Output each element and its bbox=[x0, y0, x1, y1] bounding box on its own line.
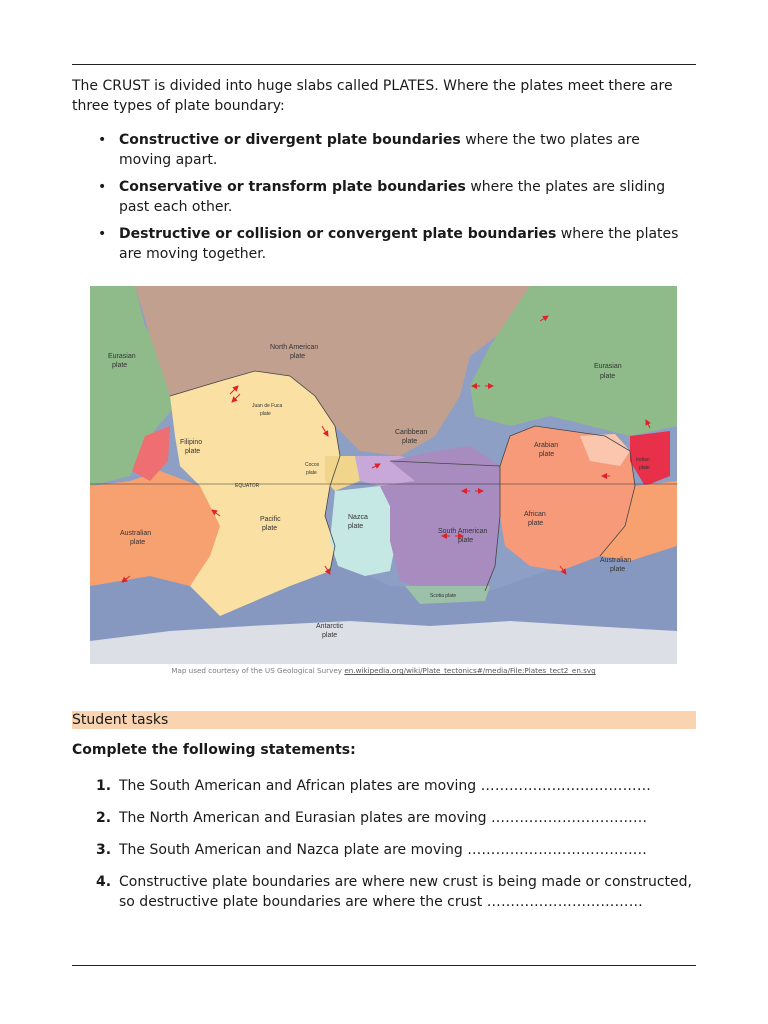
label-australian-west-2: plate bbox=[130, 539, 146, 546]
label-caribbean: Caribbean bbox=[395, 429, 428, 436]
label-pacific-2: plate bbox=[262, 525, 278, 532]
label-indian-2: plate bbox=[639, 465, 650, 471]
boundary-list bbox=[72, 131, 696, 272]
question-list bbox=[72, 776, 696, 924]
label-arabian-2: plate bbox=[539, 451, 555, 458]
question-item bbox=[72, 872, 696, 912]
label-juan-de-fuca: Juan de Fuca bbox=[252, 403, 283, 409]
label-equator: EQUATOR bbox=[235, 483, 260, 489]
list-item bbox=[72, 131, 696, 170]
label-nazca: Nazca bbox=[348, 514, 368, 521]
bullet-icon: • bbox=[98, 179, 107, 195]
top-rule bbox=[72, 64, 696, 65]
label-north-american: North American bbox=[270, 344, 319, 351]
label-juan-de-fuca-2: plate bbox=[260, 411, 271, 417]
plate-map-svg bbox=[90, 286, 677, 664]
bullet-icon: • bbox=[98, 132, 107, 148]
map-caption bbox=[90, 666, 677, 675]
label-australian-west: Australian bbox=[120, 530, 152, 537]
question-item bbox=[72, 808, 696, 828]
label-eurasian-east-2: plate bbox=[600, 373, 616, 380]
question-item bbox=[72, 776, 696, 796]
label-australian-east: Australian bbox=[600, 557, 632, 564]
answer-blank[interactable]: ……………………………… bbox=[480, 778, 652, 794]
bullet-icon: • bbox=[98, 226, 107, 242]
bullet-bold: Constructive or divergent plate boundaries bbox=[119, 132, 461, 148]
bullet-text: where the two plates are moving apart. bbox=[119, 132, 640, 168]
label-scotia: Scotia plate bbox=[430, 593, 457, 599]
australian-plate-west bbox=[90, 471, 220, 586]
bullet-bold: Conservative or transform plate boundaries bbox=[119, 179, 466, 195]
caption-text: Map used courtesy of the US Geological Survey bbox=[171, 666, 345, 675]
nazca-plate bbox=[330, 486, 395, 576]
answer-blank[interactable]: …………………………… bbox=[490, 810, 648, 826]
label-antarctic: Antarctic bbox=[316, 623, 344, 630]
list-item bbox=[72, 225, 696, 264]
label-eurasian-west-2: plate bbox=[112, 362, 128, 369]
answer-blank[interactable]: …………………………… bbox=[486, 894, 643, 910]
question-number: 1. bbox=[96, 778, 112, 794]
label-caribbean-2: plate bbox=[402, 438, 418, 445]
label-filipino: Filipino bbox=[180, 439, 203, 446]
caption-link[interactable]: en.wikipedia.org/wiki/Plate_tectonics#/media/File:Plates_tect2_en.svg bbox=[344, 666, 596, 675]
label-eurasian-east: Eurasian bbox=[594, 363, 622, 370]
label-pacific: Pacific bbox=[260, 516, 281, 523]
label-african-2: plate bbox=[528, 520, 544, 527]
bullet-text: where the plates are sliding past each other. bbox=[119, 179, 666, 215]
bullet-bold: Destructive or collision or convergent plate boundaries bbox=[119, 226, 557, 242]
question-number: 3. bbox=[96, 842, 112, 858]
question-number: 4. bbox=[96, 874, 112, 890]
plate-map bbox=[90, 286, 677, 664]
label-australian-east-2: plate bbox=[610, 566, 626, 573]
question-text: The South American and African plates are moving bbox=[119, 778, 481, 794]
bottom-rule bbox=[72, 965, 696, 966]
label-south-american: South American bbox=[438, 528, 488, 535]
label-arabian: Arabian bbox=[534, 442, 559, 449]
label-antarctic-2: plate bbox=[322, 632, 338, 639]
label-filipino-2: plate bbox=[185, 448, 201, 455]
label-african: African bbox=[524, 511, 546, 518]
label-cocos-2: plate bbox=[306, 470, 317, 476]
label-south-american-2: plate bbox=[458, 537, 474, 544]
label-eurasian-west: Eurasian bbox=[108, 353, 136, 360]
instruction-text: Complete the following statements: bbox=[72, 742, 356, 758]
question-text: The South American and Nazca plate are moving bbox=[119, 842, 468, 858]
label-cocos: Cocos bbox=[305, 462, 320, 468]
label-nazca-2: plate bbox=[348, 523, 364, 530]
list-item bbox=[72, 178, 696, 217]
question-number: 2. bbox=[96, 810, 112, 826]
question-item bbox=[72, 840, 696, 860]
question-text: Constructive plate boundaries are where new crust is being made or constructed, so destructive plate boundaries are where the crust bbox=[119, 874, 692, 910]
bullet-text: where the plates are moving together. bbox=[119, 226, 679, 262]
intro-paragraph: The CRUST is divided into huge slabs called PLATES. Where the plates meet there are three types of plate boundary: bbox=[72, 78, 673, 114]
label-indian: Indian bbox=[636, 457, 650, 463]
student-tasks-heading: Student tasks bbox=[72, 712, 169, 728]
student-tasks-banner bbox=[72, 711, 696, 729]
question-text: The North American and Eurasian plates are moving bbox=[119, 810, 491, 826]
label-north-american-2: plate bbox=[290, 353, 306, 360]
answer-blank[interactable]: ……………………………….. bbox=[467, 842, 647, 858]
